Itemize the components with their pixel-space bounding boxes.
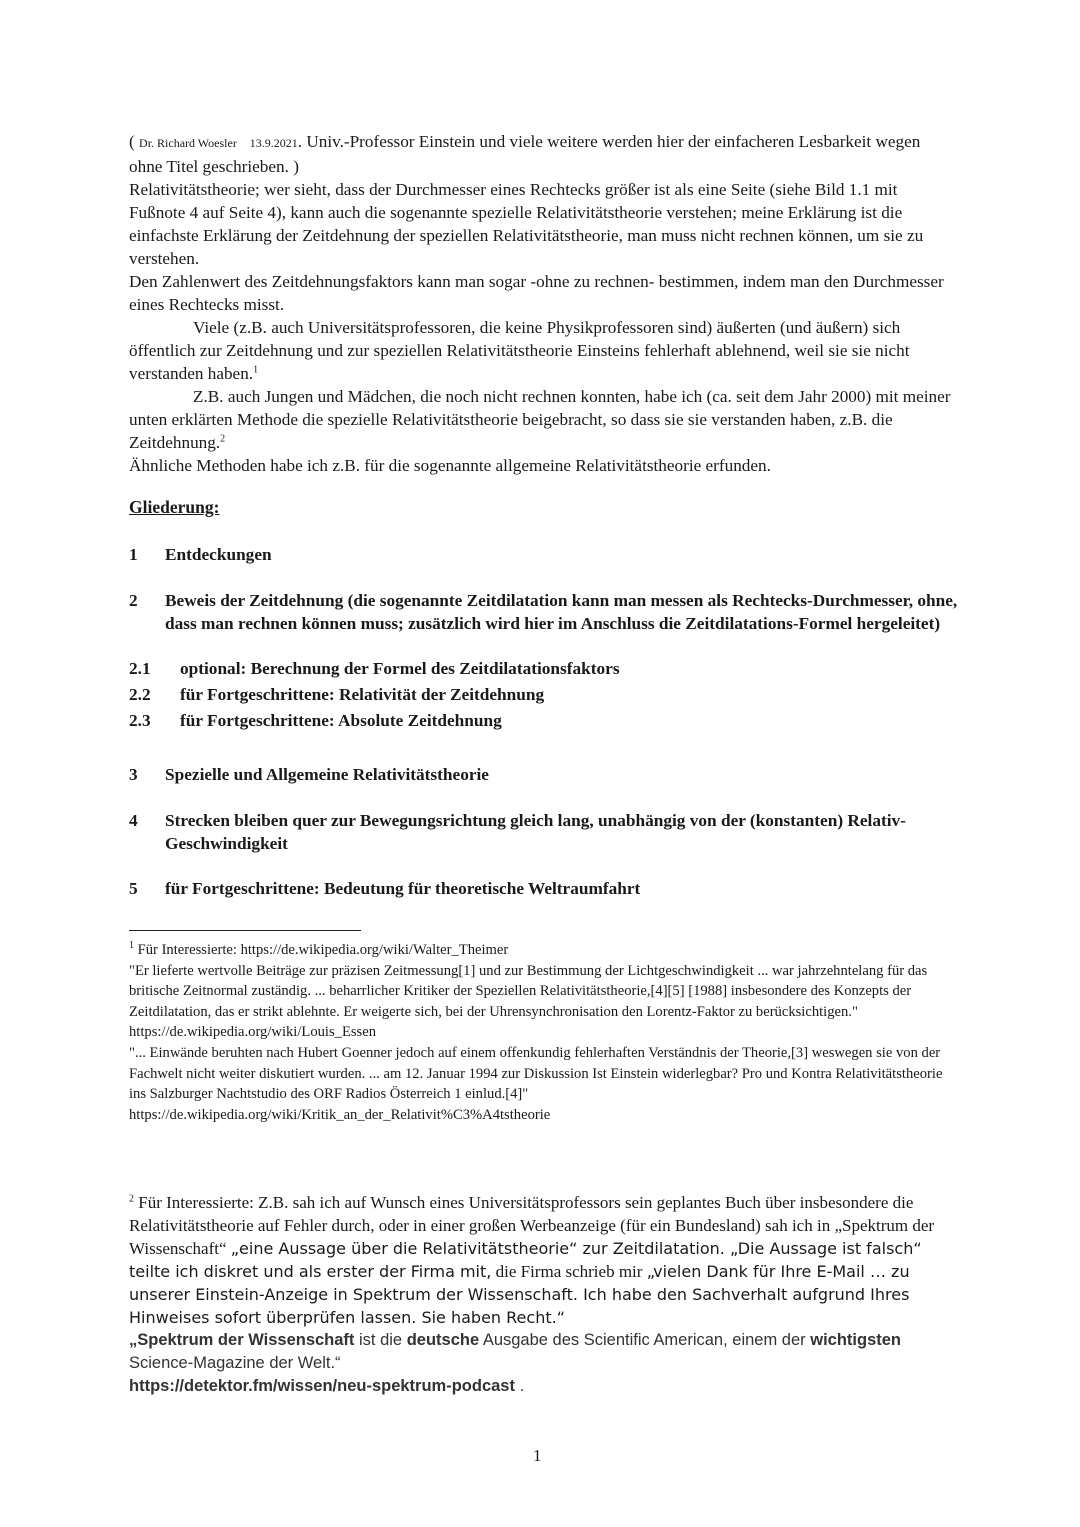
outline-item-number: 4 [129, 811, 138, 830]
intro-paragraph-5: Ähnliche Methoden habe ich z.B. für die sogenannte allgemeine Relativitätstheorie erfunden. [129, 456, 771, 475]
intro-paragraph-4: Z.B. auch Jungen und Mädchen, die noch nicht rechnen konnten, habe ich (ca. seit dem Jahr 2000) mit meiner unten erklärten Methode die spezielle Relativitätstheorie beigebracht, so dass sie sie verstanden haben, z.B. die Zeitdehnung.$^2$ [129, 387, 951, 452]
outline-item [129, 763, 959, 786]
footnote-1-link-kritik[interactable]: https://de.wikipedia.org/wiki/Kritik_an_der_Relativit%C3%A4tstheorie [129, 1106, 551, 1123]
footnote-ref-1[interactable]: 1 [253, 364, 259, 376]
footnote-1 [129, 940, 959, 1125]
outline-item [129, 877, 959, 900]
intro-paragraph-1: Relativitätstheorie; wer sieht, dass der Durchmesser eines Rechtecks größer ist als eine Seite (siehe Bild 1.1 mit Fußnote 4 auf Seite 4), kann auch die sogenannte spezielle Relativitätstheorie verstehen; meine Erklärung ist die einfachste Erklärung der Zeitdehnung der speziellen Relativitätstheorie, man muss nicht rechnen können, um sie zu verstehen. [129, 180, 924, 268]
document-date: 13.9.2021 [249, 136, 298, 150]
outline-item-number: 2.2 [129, 685, 151, 704]
outline-item [129, 543, 959, 566]
outline-item-number: 1 [129, 545, 138, 564]
outline-item [129, 657, 959, 680]
outline-item-text: für Fortgeschrittene: Relativität der Zeitdehnung [180, 685, 545, 704]
outline-item-text: Strecken bleiben quer zur Bewegungsrichtung gleich lang, unabhängig von der (konstanten) Relativ-Geschwindigkeit [165, 811, 906, 853]
outline-item-number: 2.1 [129, 659, 151, 678]
outline-item-number: 3 [129, 765, 138, 784]
outline-item [129, 809, 959, 855]
outline-item-text: für Fortgeschrittene: Bedeutung für theoretische Weltraumfahrt [165, 879, 641, 898]
outline-item-text: für Fortgeschrittene: Absolute Zeitdehnung [180, 711, 502, 730]
intro-line: ( Dr. Richard Woesler 13.9.2021. Univ.-Professor Einstein und viele weitere werden hier der einfacheren Lesbarkeit wegen ohne Titel geschrieben. ) [129, 132, 921, 176]
author-name: Dr. Richard Woesler [139, 136, 237, 150]
footnote-2-text: $^2$ Für Interessierte: Z.B. sah ich auf Wunsch eines Universitätsprofessors sein geplantes Buch über insbesondere die Relativitätstheorie auf Fehler durch, oder in einer großen Werbeanzeige (für ein Bundesland) sah ich in „Spektrum der Wissenschaft“ „eine Aussage über die Relativitätstheorie“ zur Zeitdilatation. „Die Aussage ist falsch“ teilte ich diskret und als erster der Firma mit, die Firma schrieb mir „vielen Dank für Ihre E-Mail … zu unserer Einstein-Anzeige in Spektrum der Wissenschaft. Ich habe den Sachverhalt aufgrund Ihres Hinweises sofort überprüfen lassen. Sie haben Recht.“ [129, 1193, 935, 1327]
outline-item-text: optional: Berechnung der Formel des Zeitdilatationsfaktors [180, 659, 620, 678]
intro-paragraph-3: Viele (z.B. auch Universitätsprofessoren, die keine Physikprofessoren sind) äußerten (und äußern) sich öffentlich zur Zeitdehnung und zur speziellen Relativitätstheorie Einsteins fehlerhaft ablehnend, weil sie sie nicht verstanden haben.$^1$ [129, 318, 910, 383]
intro-block [129, 130, 954, 477]
footnote-2 [129, 1191, 959, 1398]
footnote-2-url-line: https://detektor.fm/wissen/neu-spektrum-podcast . [129, 1377, 525, 1395]
intro-paragraph-2: Den Zahlenwert des Zeitdehnungsfaktors kann man sogar -ohne zu rechnen- bestimmen, indem man den Durchmesser eines Rechtecks misst. [129, 272, 944, 314]
footnote-2-quote: „Spektrum der Wissenschaft ist die deutsche Ausgabe des Scientific American, einem der wichtigsten Science-Magazine der Welt.“ [129, 1331, 902, 1372]
footnote-mark: 1 [129, 940, 134, 952]
outline-item-text: Spezielle und Allgemeine Relativitätstheorie [165, 765, 489, 784]
footnote-1-link-essen[interactable]: https://de.wikipedia.org/wiki/Louis_Essen [129, 1024, 376, 1041]
page-number: 1 [533, 1446, 542, 1465]
outline-item-number: 5 [129, 879, 138, 898]
outline-item [129, 709, 959, 732]
outline-item [129, 683, 959, 706]
footnote-1-quote-2: "... Einwände beruhten nach Hubert Goenner jedoch auf einem offenkundig fehlerhaften Verständnis der Theorie,[3] weswegen sie von der Fachwelt nicht weiter diskutiert wurden. ... am 12. Januar 1994 zur Diskussion Ist Einstein widerlegbar? Pro und Kontra Relativitätstheorie ins Salzburger Nachtstudio des ORF Radios Österreich 1 einlud.[4]" [129, 1044, 943, 1103]
outline-title: Gliederung: [129, 497, 220, 517]
footnote-mark: 2 [129, 1193, 134, 1205]
footnote-1-quote-1: "Er lieferte wertvolle Beiträge zur präzisen Zeitmessung[1] und zur Bestimmung der Lichtgeschwindigkeit ... war jahrzehntelang für das britische Zeitnormal zuständig. ... beharrlicher Kritiker der Speziellen Relativitätstheorie,[4][5] [1988] insbesondere des Konzepts der Zeitdilatation, das er strikt ablehnte. Er weigerte sich, bei der Uhrensynchronisation den Lorentz-Faktor zu berücksichtigen." [129, 962, 928, 1020]
footnote-2-url[interactable]: https://detektor.fm/wissen/neu-spektrum-podcast [129, 1377, 515, 1395]
footnote-1-lead: $^1$ Für Interessierte: https://de.wikipedia.org/wiki/Walter_Theimer [129, 940, 509, 958]
outline-item-text: Entdeckungen [165, 545, 272, 564]
outline-item-number: 2 [129, 591, 138, 610]
outline-item-number: 2.3 [129, 711, 151, 730]
outline-item [129, 589, 959, 635]
footnote-ref-2[interactable]: 2 [220, 433, 226, 445]
outline-item-text: Beweis der Zeitdehnung (die sogenannte Zeitdilatation kann man messen als Rechtecks-Durchmesser, ohne, dass man rechnen können muss; zusätzlich wird hier im Anschluss die Zeitdilatations-Formel hergeleitet) [165, 591, 958, 633]
footnote-separator [129, 930, 361, 931]
